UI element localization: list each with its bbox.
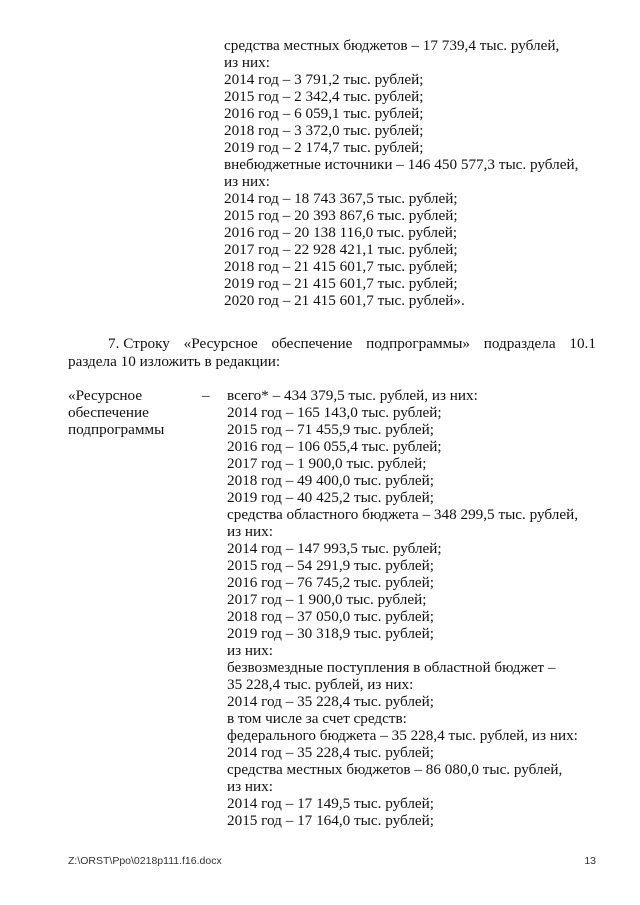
funding-line: 2018 год – 37 050,0 тыс. рублей; [227,608,435,625]
label-dash: – [202,387,210,404]
funding-line: 2015 год – 71 455,9 тыс. рублей; [227,421,435,438]
funding-line: средства местных бюджетов – 86 080,0 тыс. рублей, [227,761,563,778]
funding-line: 2019 год – 40 425,2 тыс. рублей; [227,489,435,506]
funding-line: из них: [227,523,273,540]
funding-line: 2014 год – 35 228,4 тыс. рублей; [227,693,435,710]
funding-line: 2019 год – 30 318,9 тыс. рублей; [227,625,435,642]
funding-line: 2014 год – 18 743 367,5 тыс. рублей; [224,190,458,207]
funding-line: 2015 год – 2 342,4 тыс. рублей; [224,88,424,105]
funding-line: 2019 год – 2 174,7 тыс. рублей; [224,139,424,156]
funding-line: 2017 год – 22 928 421,1 тыс. рублей; [224,241,458,258]
funding-line: 2016 год – 20 138 116,0 тыс. рублей; [224,224,458,241]
funding-line: 2014 год – 165 143,0 тыс. рублей; [227,404,442,421]
funding-line: внебюджетные источники – 146 450 577,3 тыс. рублей, [224,156,579,173]
funding-line: федерального бюджета – 35 228,4 тыс. рублей, из них: [227,727,578,744]
funding-line: 2019 год – 21 415 601,7 тыс. рублей; [224,275,458,292]
funding-line: 35 228,4 тыс. рублей, из них: [227,676,414,693]
paragraph-line-1 [68,335,596,352]
resource-label [68,387,164,438]
funding-line: 2016 год – 6 059,1 тыс. рублей; [224,105,424,122]
funding-line: 2016 год – 76 745,2 тыс. рублей; [227,574,435,591]
funding-line: 2014 год – 147 993,5 тыс. рублей; [227,540,442,557]
funding-line: средства местных бюджетов – 17 739,4 тыс. рублей, [224,37,560,54]
footer-page-number: 13 [584,855,596,867]
funding-line: из них: [227,642,273,659]
label-line: обеспечение [68,404,149,421]
funding-line: 2014 год – 3 791,2 тыс. рублей; [224,71,424,88]
label-line: подпрограммы [68,421,165,438]
funding-line: 2017 год – 1 900,0 тыс. рублей; [227,591,427,608]
paragraph-line-2: раздела 10 изложить в редакции: [68,353,281,370]
funding-line: 2014 год – 35 228,4 тыс. рублей; [227,744,435,761]
label-line: «Ресурсное [68,387,143,404]
funding-line: 2018 год – 21 415 601,7 тыс. рублей; [224,258,458,275]
paragraph-word: обеспечение [271,335,353,352]
funding-line: из них: [224,54,270,71]
funding-line: 2015 год – 17 164,0 тыс. рублей; [227,812,435,829]
funding-line: 2018 год – 3 372,0 тыс. рублей; [224,122,424,139]
funding-line: 2018 год – 49 400,0 тыс. рублей; [227,472,435,489]
footer-file-path: Z:\ORST\Ppo\0218p111.f16.docx [68,855,222,867]
funding-line: всего* – 434 379,5 тыс. рублей, из них: [227,387,478,404]
funding-line: в том числе за счет средств: [227,710,407,727]
bottom-funding-block [227,387,578,829]
paragraph-word: подраздела [483,335,556,352]
paragraph-word: 7. Строку [108,335,170,352]
funding-line: 2017 год – 1 900,0 тыс. рублей; [227,455,427,472]
paragraph-word: 10.1 [569,335,596,352]
funding-line: безвозмездные поступления в областной бюджет – [227,659,556,676]
funding-line: 2015 год – 20 393 867,6 тыс. рублей; [224,207,458,224]
funding-line: из них: [227,778,273,795]
funding-line: средства областного бюджета – 348 299,5 тыс. рублей, [227,506,579,523]
amendment-paragraph [68,335,596,370]
funding-line: 2020 год – 21 415 601,7 тыс. рублей». [224,292,465,309]
funding-line: из них: [224,173,270,190]
paragraph-word: «Ресурсное [183,335,258,352]
top-funding-block [224,37,578,309]
funding-line: 2015 год – 54 291,9 тыс. рублей; [227,557,435,574]
funding-line: 2014 год – 17 149,5 тыс. рублей; [227,795,435,812]
funding-line: 2016 год – 106 055,4 тыс. рублей; [227,438,442,455]
paragraph-word: подпрограммы» [366,335,470,352]
